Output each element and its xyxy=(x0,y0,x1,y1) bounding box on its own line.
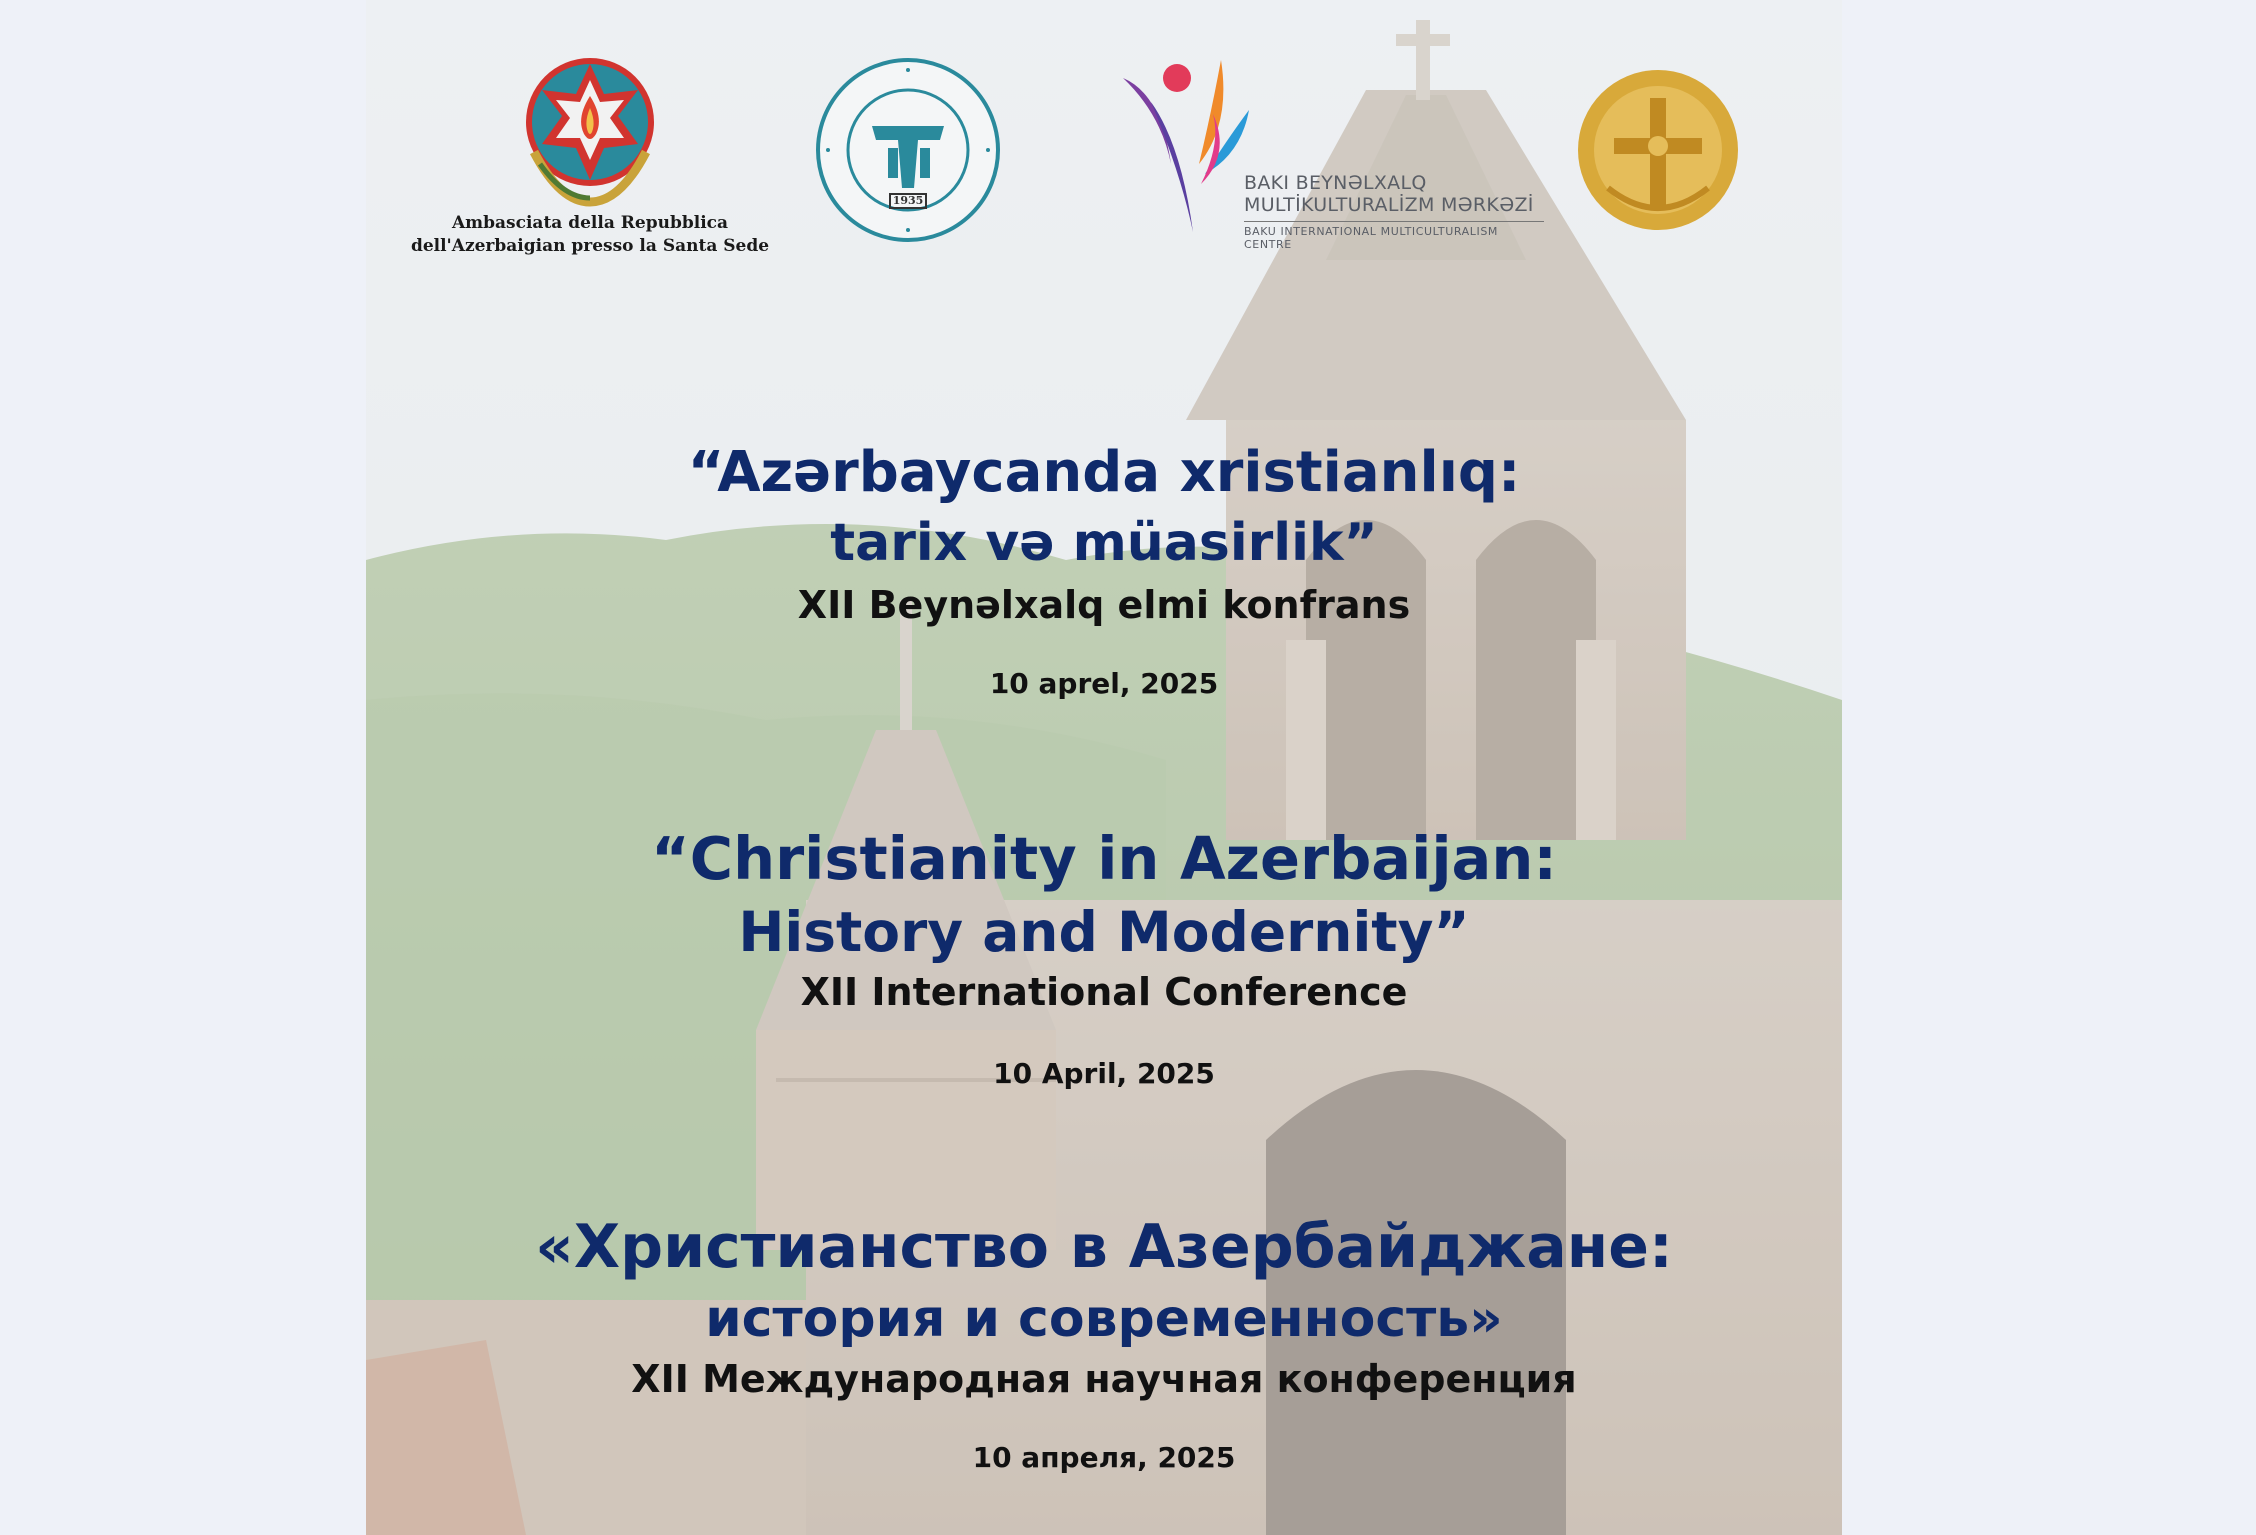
albanian-udi-seal-icon xyxy=(1568,58,1748,238)
ru-date: 10 апреля, 2025 xyxy=(972,1441,1236,1474)
az-title-line2: tarix və müasirlik” xyxy=(830,513,1378,573)
bimc-wordmark xyxy=(1244,172,1544,251)
institute-year: 1935 xyxy=(892,194,924,207)
ru-title-line2: история и современность» xyxy=(705,1289,1503,1349)
en-subtitle: XII International Conference xyxy=(800,970,1408,1014)
azerbaijan-emblem-icon xyxy=(520,52,660,207)
embassy-caption-line1: Ambasciata della Repubblica xyxy=(451,213,729,233)
bimc-line1: BAKI BEYNƏLXALQ xyxy=(1244,172,1427,194)
az-date: 10 aprel, 2025 xyxy=(989,667,1219,700)
az-title-line1: “Azərbaycanda xristianlıq: xyxy=(687,440,1521,505)
ru-subtitle: XII Международная научная конференция xyxy=(631,1357,1577,1401)
az-subtitle: XII Beynəlxalq elmi konfrans xyxy=(797,583,1411,627)
bimc-line3: BAKU INTERNATIONAL MULTICULTURALISM CENTRE xyxy=(1244,221,1544,251)
bimc-line2: MULTİKULTURALİZM MƏRKƏZİ xyxy=(1244,194,1534,216)
embassy-caption-line2: dell'Azerbaigian presso la Santa Sede xyxy=(410,236,770,256)
en-title-line2: History and Modernity” xyxy=(738,900,1470,964)
en-date: 10 April, 2025 xyxy=(993,1057,1215,1090)
en-title-line1: “Christianity in Azerbaijan: xyxy=(651,824,1557,893)
ru-title-line1: «Христианство в Азербайджане: xyxy=(535,1212,1673,1282)
embassy-caption xyxy=(410,212,770,258)
institute-seal-icon xyxy=(814,56,1002,244)
conference-poster xyxy=(366,0,1842,1535)
